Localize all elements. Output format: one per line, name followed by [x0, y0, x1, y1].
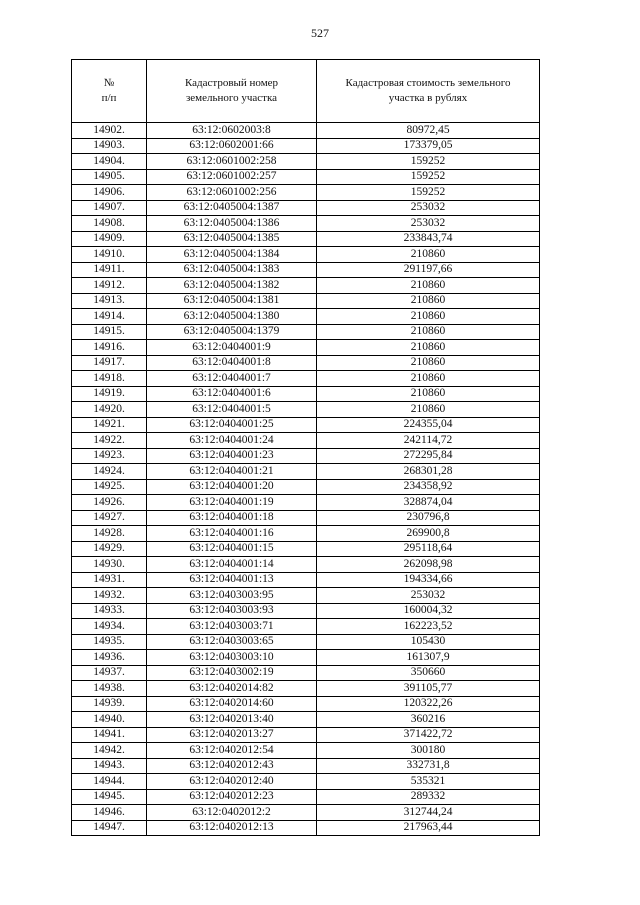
table-row [72, 820, 540, 836]
cadastral-value-cell: 289332 [317, 789, 540, 805]
row-number-cell: 14939. [72, 696, 147, 712]
table-row [72, 123, 540, 139]
table-row [72, 138, 540, 154]
row-number-cell: 14943. [72, 758, 147, 774]
table-row [72, 758, 540, 774]
cadastral-number-cell: 63:12:0404001:25 [147, 417, 317, 433]
cadastral-number-cell: 63:12:0403003:95 [147, 588, 317, 604]
table-row [72, 774, 540, 790]
table-row [72, 572, 540, 588]
cadastral-value-cell: 295118,64 [317, 541, 540, 557]
table-row [72, 216, 540, 232]
cadastral-number-cell: 63:12:0404001:5 [147, 402, 317, 418]
cadastral-value-cell: 262098,98 [317, 557, 540, 573]
row-number-cell: 14912. [72, 278, 147, 294]
cadastral-value-table [71, 59, 540, 836]
cadastral-number-cell: 63:12:0402012:2 [147, 805, 317, 821]
row-number-cell: 14934. [72, 619, 147, 635]
row-number-cell: 14917. [72, 355, 147, 371]
cadastral-value-cell: 300180 [317, 743, 540, 759]
cadastral-value-cell: 269900,8 [317, 526, 540, 542]
cadastral-value-cell: 332731,8 [317, 758, 540, 774]
table-row [72, 309, 540, 325]
table-row [72, 789, 540, 805]
table-row [72, 557, 540, 573]
cadastral-value-cell: 253032 [317, 216, 540, 232]
table-row [72, 355, 540, 371]
cadastral-number-cell: 63:12:0601002:258 [147, 154, 317, 170]
row-number-cell: 14908. [72, 216, 147, 232]
table-row [72, 402, 540, 418]
row-number-cell: 14945. [72, 789, 147, 805]
cadastral-number-cell: 63:12:0405004:1387 [147, 200, 317, 216]
cadastral-number-cell: 63:12:0402013:27 [147, 727, 317, 743]
cadastral-number-cell: 63:12:0403002:19 [147, 665, 317, 681]
row-number-cell: 14933. [72, 603, 147, 619]
row-number-cell: 14928. [72, 526, 147, 542]
cadastral-value-cell: 371422,72 [317, 727, 540, 743]
header-number-line-2: п/п [101, 92, 117, 104]
table-row [72, 169, 540, 185]
table-row [72, 650, 540, 666]
row-number-cell: 14920. [72, 402, 147, 418]
cadastral-value-cell: 210860 [317, 355, 540, 371]
table-row [72, 495, 540, 511]
cadastral-value-cell: 160004,32 [317, 603, 540, 619]
table-row [72, 231, 540, 247]
table-body [72, 123, 540, 836]
table-row [72, 464, 540, 480]
cadastral-value-cell: 105430 [317, 634, 540, 650]
cadastral-number-cell: 63:12:0404001:19 [147, 495, 317, 511]
header-cadastral-number [147, 60, 317, 123]
cadastral-value-cell: 161307,9 [317, 650, 540, 666]
cadastral-value-cell: 217963,44 [317, 820, 540, 836]
cadastral-number-cell: 63:12:0404001:7 [147, 371, 317, 387]
table-row [72, 510, 540, 526]
cadastral-number-cell: 63:12:0601002:257 [147, 169, 317, 185]
table-row [72, 433, 540, 449]
row-number-cell: 14921. [72, 417, 147, 433]
row-number-cell: 14940. [72, 712, 147, 728]
row-number-cell: 14904. [72, 154, 147, 170]
row-number-cell: 14919. [72, 386, 147, 402]
header-value-line-2: участка в рублях [388, 92, 468, 104]
row-number-cell: 14907. [72, 200, 147, 216]
table-row [72, 371, 540, 387]
cadastral-number-cell: 63:12:0405004:1379 [147, 324, 317, 340]
cadastral-value-cell: 210860 [317, 402, 540, 418]
cadastral-number-cell: 63:12:0602001:66 [147, 138, 317, 154]
row-number-cell: 14932. [72, 588, 147, 604]
cadastral-number-cell: 63:12:0403003:93 [147, 603, 317, 619]
table-row [72, 526, 540, 542]
table-row [72, 634, 540, 650]
table-row [72, 154, 540, 170]
table-row [72, 278, 540, 294]
row-number-cell: 14922. [72, 433, 147, 449]
cadastral-number-cell: 63:12:0405004:1382 [147, 278, 317, 294]
row-number-cell: 14936. [72, 650, 147, 666]
cadastral-value-cell: 210860 [317, 309, 540, 325]
cadastral-number-cell: 63:12:0403003:10 [147, 650, 317, 666]
table-row [72, 588, 540, 604]
cadastral-value-cell: 159252 [317, 169, 540, 185]
table-row [72, 386, 540, 402]
table-row [72, 185, 540, 201]
cadastral-value-cell: 350660 [317, 665, 540, 681]
cadastral-value-cell: 230796,8 [317, 510, 540, 526]
header-cadastral-value [317, 60, 540, 123]
cadastral-value-cell: 210860 [317, 324, 540, 340]
row-number-cell: 14947. [72, 820, 147, 836]
row-number-cell: 14924. [72, 464, 147, 480]
table-row [72, 417, 540, 433]
cadastral-value-cell: 173379,05 [317, 138, 540, 154]
page-number: 527 [311, 26, 329, 40]
cadastral-number-cell: 63:12:0402012:43 [147, 758, 317, 774]
cadastral-number-cell: 63:12:0405004:1384 [147, 247, 317, 263]
cadastral-number-cell: 63:12:0402013:40 [147, 712, 317, 728]
table-row [72, 696, 540, 712]
cadastral-value-cell: 328874,04 [317, 495, 540, 511]
cadastral-value-cell: 210860 [317, 247, 540, 263]
row-number-cell: 14918. [72, 371, 147, 387]
row-number-cell: 14944. [72, 774, 147, 790]
cadastral-number-cell: 63:12:0404001:14 [147, 557, 317, 573]
cadastral-number-cell: 63:12:0405004:1383 [147, 262, 317, 278]
cadastral-value-cell: 224355,04 [317, 417, 540, 433]
table-row [72, 479, 540, 495]
cadastral-number-cell: 63:12:0602003:8 [147, 123, 317, 139]
cadastral-number-cell: 63:12:0403003:65 [147, 634, 317, 650]
cadastral-number-cell: 63:12:0402012:54 [147, 743, 317, 759]
table-row [72, 743, 540, 759]
table-row [72, 665, 540, 681]
cadastral-value-cell: 272295,84 [317, 448, 540, 464]
cadastral-number-cell: 63:12:0403003:71 [147, 619, 317, 635]
cadastral-value-cell: 210860 [317, 371, 540, 387]
header-cadastral-line-2: земельного участка [185, 92, 278, 104]
table-header [72, 60, 540, 123]
cadastral-value-cell: 253032 [317, 200, 540, 216]
table-row [72, 727, 540, 743]
cadastral-number-cell: 63:12:0402012:40 [147, 774, 317, 790]
cadastral-number-cell: 63:12:0404001:24 [147, 433, 317, 449]
row-number-cell: 14916. [72, 340, 147, 356]
table-row [72, 603, 540, 619]
cadastral-value-cell: 233843,74 [317, 231, 540, 247]
row-number-cell: 14929. [72, 541, 147, 557]
cadastral-number-cell: 63:12:0402014:60 [147, 696, 317, 712]
cadastral-number-cell: 63:12:0405004:1386 [147, 216, 317, 232]
cadastral-number-cell: 63:12:0405004:1385 [147, 231, 317, 247]
row-number-cell: 14935. [72, 634, 147, 650]
cadastral-number-cell: 63:12:0402014:82 [147, 681, 317, 697]
cadastral-number-cell: 63:12:0404001:6 [147, 386, 317, 402]
cadastral-value-cell: 210860 [317, 386, 540, 402]
row-number-cell: 14930. [72, 557, 147, 573]
cadastral-value-cell: 120322,26 [317, 696, 540, 712]
cadastral-number-cell: 63:12:0404001:23 [147, 448, 317, 464]
row-number-cell: 14913. [72, 293, 147, 309]
row-number-cell: 14909. [72, 231, 147, 247]
row-number-cell: 14941. [72, 727, 147, 743]
table-row [72, 340, 540, 356]
table-row [72, 681, 540, 697]
cadastral-number-cell: 63:12:0402012:23 [147, 789, 317, 805]
cadastral-number-cell: 63:12:0404001:8 [147, 355, 317, 371]
cadastral-number-cell: 63:12:0404001:15 [147, 541, 317, 557]
cadastral-value-cell: 535321 [317, 774, 540, 790]
header-number-line-1: № [103, 77, 115, 89]
cadastral-number-cell: 63:12:0404001:13 [147, 572, 317, 588]
table-row [72, 805, 540, 821]
cadastral-number-cell: 63:12:0404001:9 [147, 340, 317, 356]
row-number-cell: 14906. [72, 185, 147, 201]
row-number-cell: 14946. [72, 805, 147, 821]
cadastral-value-cell: 391105,77 [317, 681, 540, 697]
cadastral-value-cell: 253032 [317, 588, 540, 604]
cadastral-number-cell: 63:12:0404001:20 [147, 479, 317, 495]
header-cadastral-line-1: Кадастровый номер [184, 77, 279, 89]
row-number-cell: 14923. [72, 448, 147, 464]
row-number-cell: 14926. [72, 495, 147, 511]
row-number-cell: 14911. [72, 262, 147, 278]
header-row [72, 60, 540, 123]
cadastral-number-cell: 63:12:0404001:16 [147, 526, 317, 542]
cadastral-value-cell: 162223,52 [317, 619, 540, 635]
cadastral-value-cell: 80972,45 [317, 123, 540, 139]
table-row [72, 200, 540, 216]
table-row [72, 619, 540, 635]
table-row [72, 262, 540, 278]
cadastral-value-cell: 210860 [317, 293, 540, 309]
cadastral-number-cell: 63:12:0402012:13 [147, 820, 317, 836]
cadastral-value-cell: 159252 [317, 185, 540, 201]
cadastral-number-cell: 63:12:0405004:1381 [147, 293, 317, 309]
table-row [72, 448, 540, 464]
row-number-cell: 14937. [72, 665, 147, 681]
table-row [72, 541, 540, 557]
row-number-cell: 14927. [72, 510, 147, 526]
row-number-cell: 14905. [72, 169, 147, 185]
cadastral-value-cell: 210860 [317, 278, 540, 294]
row-number-cell: 14915. [72, 324, 147, 340]
table-row [72, 247, 540, 263]
cadastral-value-cell: 312744,24 [317, 805, 540, 821]
row-number-cell: 14938. [72, 681, 147, 697]
row-number-cell: 14910. [72, 247, 147, 263]
cadastral-value-cell: 210860 [317, 340, 540, 356]
cadastral-value-cell: 242114,72 [317, 433, 540, 449]
cadastral-value-cell: 291197,66 [317, 262, 540, 278]
header-number [72, 60, 147, 123]
table-row [72, 293, 540, 309]
table-row [72, 324, 540, 340]
row-number-cell: 14902. [72, 123, 147, 139]
cadastral-value-cell: 159252 [317, 154, 540, 170]
cadastral-number-cell: 63:12:0404001:18 [147, 510, 317, 526]
cadastral-value-cell: 360216 [317, 712, 540, 728]
header-value-line-1: Кадастровая стоимость земельного [345, 77, 511, 89]
row-number-cell: 14903. [72, 138, 147, 154]
cadastral-value-cell: 234358,92 [317, 479, 540, 495]
row-number-cell: 14931. [72, 572, 147, 588]
cadastral-number-cell: 63:12:0601002:256 [147, 185, 317, 201]
cadastral-value-cell: 194334,66 [317, 572, 540, 588]
row-number-cell: 14914. [72, 309, 147, 325]
cadastral-value-cell: 268301,28 [317, 464, 540, 480]
cadastral-number-cell: 63:12:0405004:1380 [147, 309, 317, 325]
row-number-cell: 14942. [72, 743, 147, 759]
table-row [72, 712, 540, 728]
row-number-cell: 14925. [72, 479, 147, 495]
cadastral-number-cell: 63:12:0404001:21 [147, 464, 317, 480]
